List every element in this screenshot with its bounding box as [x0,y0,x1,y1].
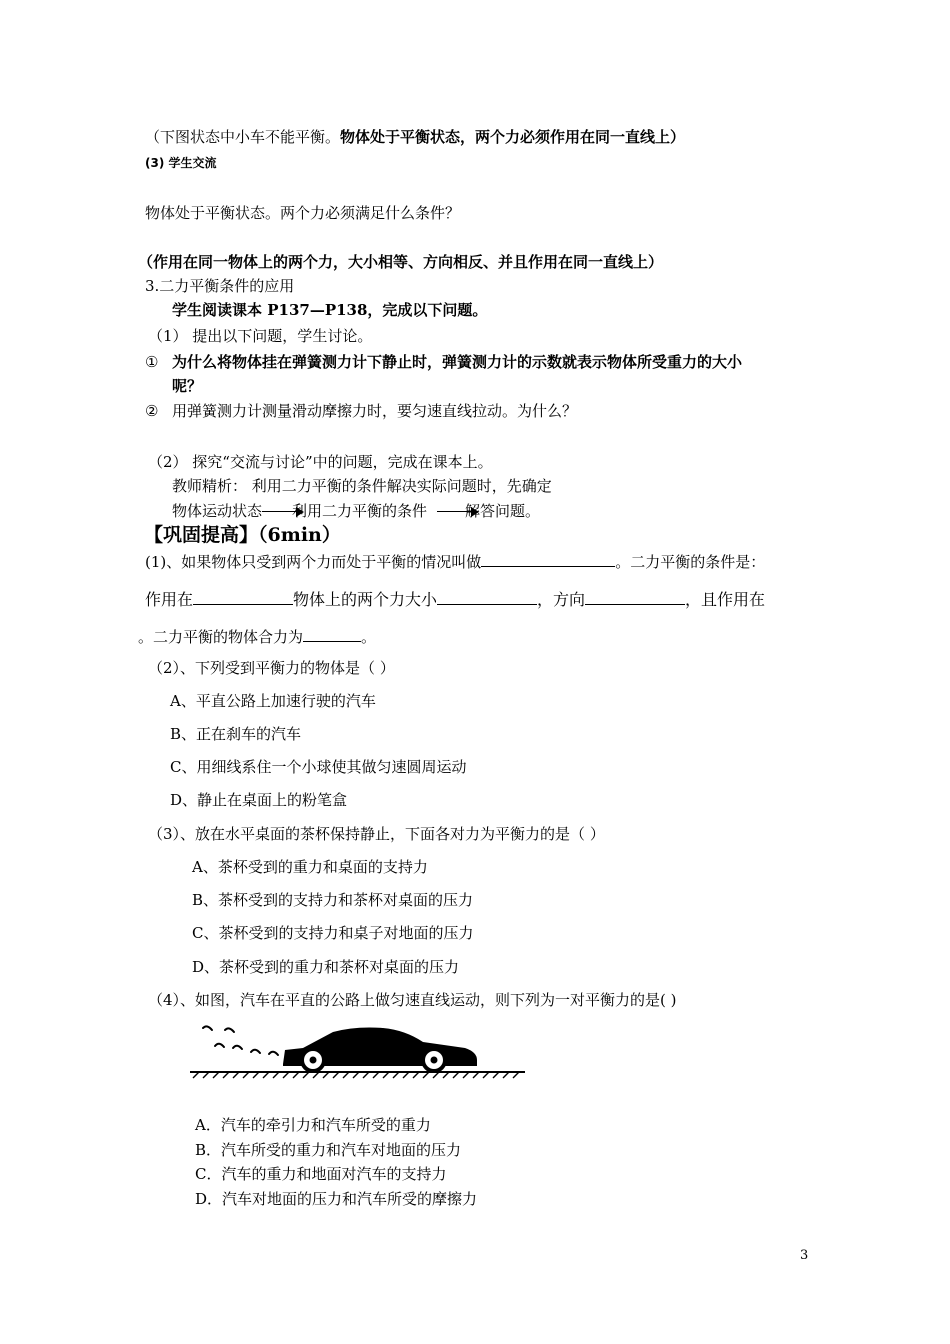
q1-line2 [145,589,765,610]
q1-text-f: ，且作用在 [685,590,766,609]
question-1-line2: 呢？ [172,377,203,395]
question-text: 物体处于平衡状态。两个力必须满足什么条件？ [145,204,461,222]
flow-step-b: 利用二力平衡的条件 [292,502,428,520]
q3-option[interactable]: D、茶杯受到的重力和茶杯对桌面的压力 [192,958,460,976]
q2-option[interactable]: D、静止在桌面上的粉笔盒 [170,791,348,809]
q1-text-g: 。二力平衡的物体合力为 [138,628,304,646]
q2-option[interactable]: B、正在刹车的汽车 [170,725,302,743]
answer-blank[interactable] [193,589,293,605]
q1-text-b: 。二力平衡的条件是： [615,553,766,571]
teacher-note: 教师精析： 利用二力平衡的条件解决实际问题时，先确定 [172,477,552,495]
answer-text: （作用在同一物体上的两个力，大小相等、方向相反、并且作用在同一直线上） [138,253,664,271]
part1-prompt: （1） 提出以下问题，学生讨论。 [148,327,373,345]
reading-instruction: 学生阅读课本 P137—P138，完成以下问题。 [172,301,488,319]
q4-option[interactable]: B．汽车所受的重力和汽车对地面的压力 [195,1141,462,1159]
page-number: 3 [800,1248,809,1263]
q4-stem: （4）、如图，汽车在平直的公路上做匀速直线运动，则下列为一对平衡力的是( ) [148,991,677,1009]
q2-option[interactable]: C、用细线系住一个小球使其做匀速圆周运动 [170,758,467,776]
flow-arrow-icon [437,507,479,517]
part2-prompt: （2） 探究“交流与讨论”中的问题，完成在课本上。 [148,453,493,471]
q3-stem: （3）、放在水平桌面的茶杯保持静止，下面各对力为平衡力的是（ ） [148,825,605,843]
answer-blank[interactable] [303,626,361,642]
q4-option[interactable]: C．汽车的重力和地面对汽车的支持力 [195,1165,447,1183]
answer-blank[interactable] [481,551,615,567]
answer-blank[interactable] [437,589,537,605]
q1-line3 [138,626,376,647]
q3-option[interactable]: A、茶杯受到的重力和桌面的支持力 [192,858,428,876]
answer-blank[interactable] [585,589,685,605]
q1-text-e: ，方向 [537,590,586,609]
q4-option[interactable]: A．汽车的牵引力和汽车所受的重力 [195,1116,431,1134]
q1-text-h: 。 [361,628,377,646]
analysis-flow [172,501,540,521]
flow-step-a: 物体运动状态 [172,502,263,520]
flow-arrow-icon [262,507,304,517]
q1-text-c: 作用在 [145,590,194,609]
step3-label: (3) 学生交流 [145,156,217,170]
section3-heading: 3.二力平衡条件的应用 [145,277,295,295]
q1-line1 [145,551,765,572]
question-1-number: ① [145,353,159,371]
consolidate-title: 【巩固提高】（6min） [144,524,341,546]
note-bold: 物体处于平衡状态，两个力必须作用在同一直线上） [340,128,686,146]
q3-option[interactable]: C、茶杯受到的支持力和桌子对地面的压力 [192,924,474,942]
question-1-line1: 为什么将物体挂在弹簧测力计下静止时，弹簧测力计的示数就表示物体所受重力的大小 [172,353,743,371]
q1-text-a: (1)、如果物体只受到两个力而处于平衡的情况叫做 [145,553,482,571]
car-on-road-figure [185,1020,530,1082]
q1-text-d: 物体上的两个力大小 [293,590,438,609]
note-line [145,127,685,147]
question-2-number: ② [145,402,159,420]
car-icon [283,1028,477,1072]
motion-lines-icon [203,1026,278,1055]
note-plain: （下图状态中小车不能平衡。 [145,128,341,146]
flow-step-c: 解答问题。 [465,502,541,520]
q3-option[interactable]: B、茶杯受到的支持力和茶杯对桌面的压力 [192,891,474,909]
q2-stem: （2）、下列受到平衡力的物体是（ ） [148,659,395,677]
question-2-text: 用弹簧测力计测量滑动摩擦力时，要匀速直线拉动。为什么？ [172,402,578,420]
q4-option[interactable]: D．汽车对地面的压力和汽车所受的摩擦力 [195,1190,478,1208]
q2-option[interactable]: A、平直公路上加速行驶的汽车 [170,692,376,710]
road-icon [190,1072,525,1078]
